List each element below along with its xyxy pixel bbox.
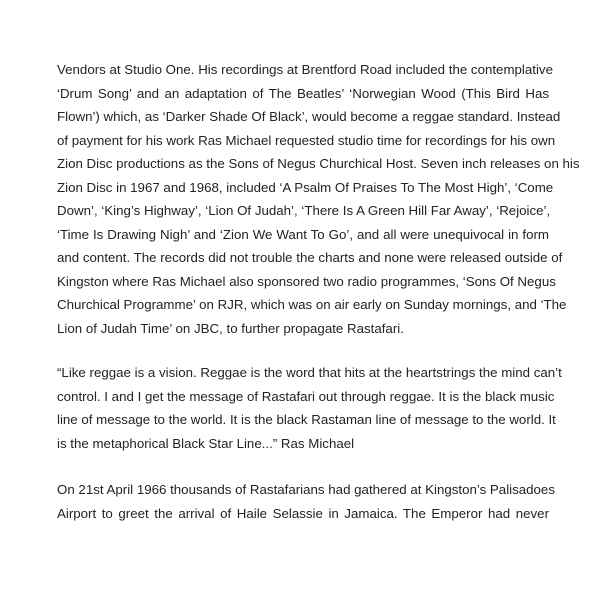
text-line: is the metaphorical Black Star Line...” Ras Michael bbox=[57, 435, 355, 451]
text-line: Zion Disc in 1967 and 1968, included ‘A Psalm Of Praises To The Most High’, ‘Come bbox=[57, 179, 554, 195]
text-line: “Like reggae is a vision. Reggae is the word that hits at the heartstrings the mind can’t bbox=[57, 365, 562, 380]
paragraph-studio-one bbox=[57, 58, 580, 340]
text-line: Zion Disc productions as the Sons of Negus Churchical Host. Seven inch releases on his bbox=[57, 156, 580, 171]
text-line: control. I and I get the message of Rastafari out through reggae. It is the black music bbox=[57, 388, 555, 404]
text-line: of payment for his work Ras Michael requested studio time for recordings for his own bbox=[57, 132, 556, 148]
text-line: Down’, ‘King’s Highway’, ‘Lion Of Judah’, ‘There Is A Green Hill Far Away’, ‘Rejoice’, bbox=[57, 203, 551, 218]
paragraph-quote bbox=[57, 361, 562, 455]
text-line: Lion of Judah Time’ on JBC, to further propagate Rastafari. bbox=[57, 320, 404, 336]
text-line: ‘Time Is Drawing Nigh’ and ‘Zion We Want To Go’, and all were unequivocal in form bbox=[57, 226, 549, 242]
text-line: Flown’) which, as ‘Darker Shade Of Black’, would become a reggae standard. Instead bbox=[57, 109, 561, 124]
paragraph-selassie-visit bbox=[57, 478, 555, 525]
text-line: On 21st April 1966 thousands of Rastafarians had gathered at Kingston’s Palisadoes bbox=[57, 482, 555, 497]
text-line: line of message to the world. It is the black Rastaman line of message to the world. It bbox=[57, 412, 556, 427]
text-line: and content. The records did not trouble the charts and none were released outside of bbox=[57, 250, 563, 265]
text-line: Churchical Programme’ on RJR, which was on air early on Sunday mornings, and ‘The bbox=[57, 297, 567, 312]
text-line: Vendors at Studio One. His recordings at Brentford Road included the contemplative bbox=[57, 62, 553, 77]
text-line: ‘Drum Song’ and an adaptation of The Beatles’ ‘Norwegian Wood (This Bird Has bbox=[57, 85, 549, 101]
text-line: Kingston where Ras Michael also sponsored two radio programmes, ‘Sons Of Negus bbox=[57, 273, 556, 289]
text-line: Airport to greet the arrival of Haile Selassie in Jamaica. The Emperor had never bbox=[57, 505, 549, 521]
document-page bbox=[57, 58, 580, 525]
